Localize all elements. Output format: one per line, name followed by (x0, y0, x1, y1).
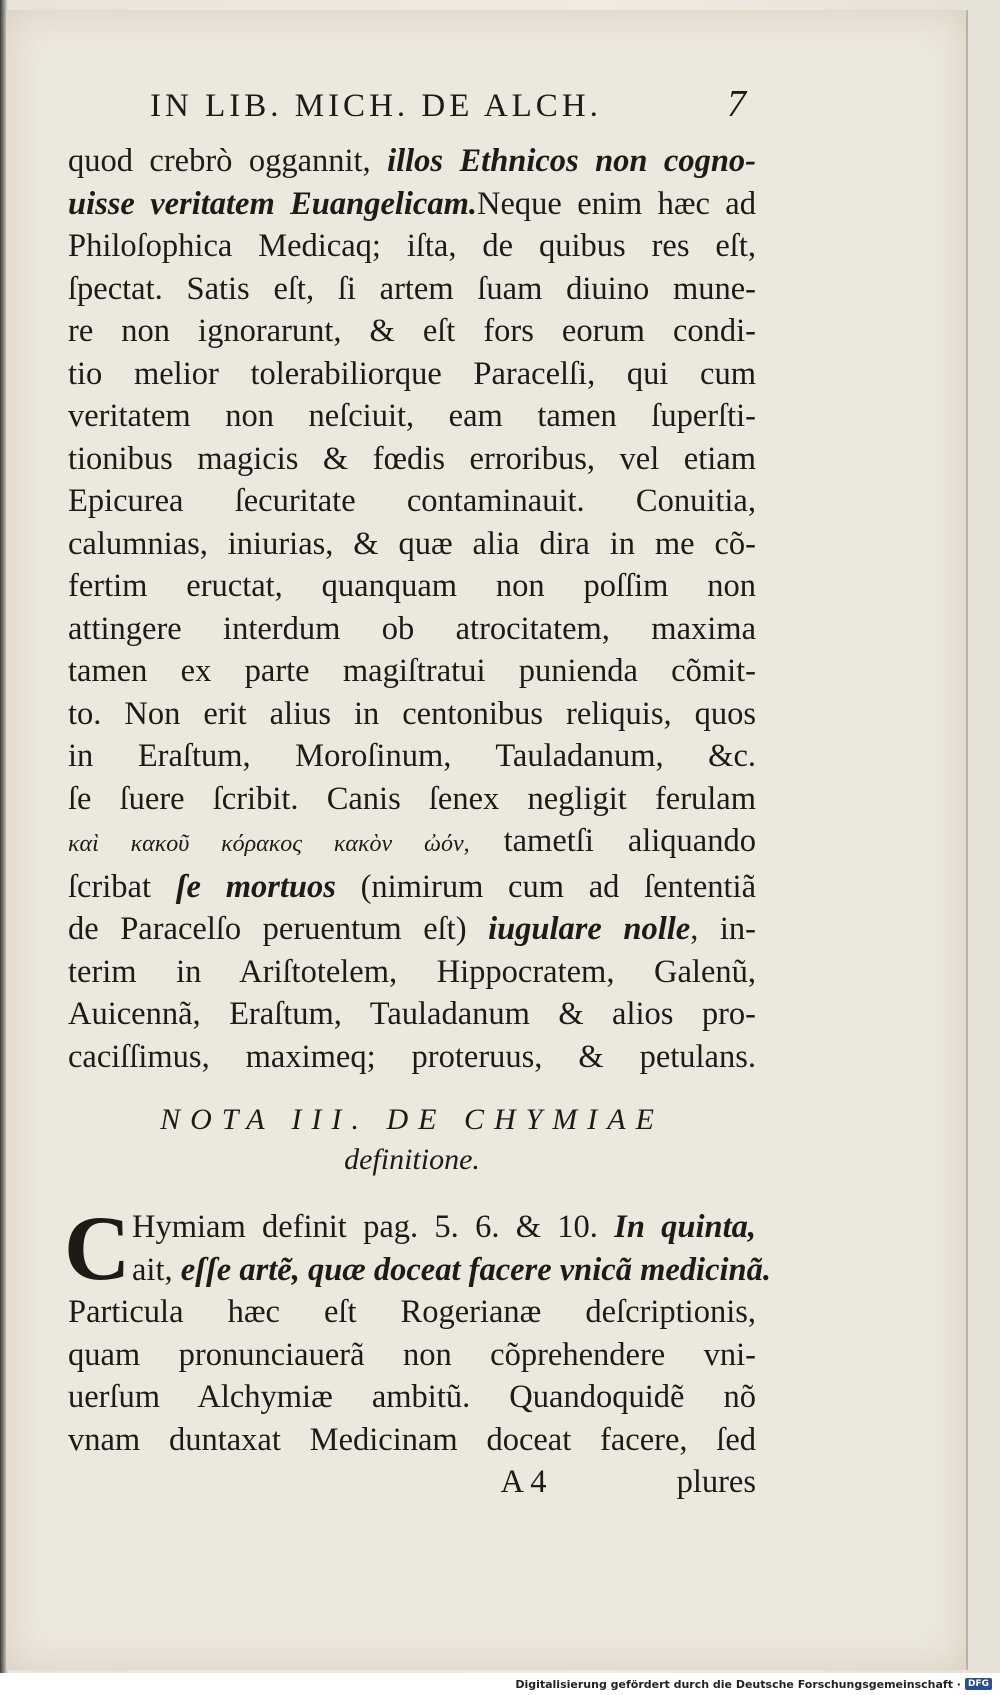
footer-bar (0, 1673, 1000, 1695)
text-segment: veritatem non neſciuit, eam tamen ſuperſti- (68, 398, 756, 434)
text-line (68, 1376, 756, 1419)
text-line (68, 951, 756, 994)
text-line (68, 735, 756, 778)
text-line (68, 523, 756, 566)
text-line (132, 1206, 756, 1249)
text-segment: tionibus magicis & fœdis erroribus, vel etiam (68, 440, 756, 477)
catchline (68, 1461, 756, 1504)
text-segment: Hymiam definit pag. 5. 6. & 10. (132, 1209, 615, 1245)
running-head-title: IN LIB. MICH. DE ALCH. (150, 88, 602, 124)
text-line (68, 820, 756, 866)
section-heading (68, 1100, 756, 1180)
text-segment: In quinta, (614, 1209, 756, 1245)
text-segment: tamen ex parte magiſtratui punienda cõmit- (68, 653, 756, 689)
paragraph-1 (68, 140, 756, 1078)
text-segment: attingere interdum ob atrocitatem, maxima (68, 610, 756, 647)
dfg-logo: DFG (965, 1678, 992, 1690)
text-segment: Neque enim hæc ad (477, 185, 756, 222)
text-segment: vnam duntaxat Medicinam doceat facere, ſed (68, 1421, 756, 1458)
text-segment: eſſe artẽ, quæ doceat facere vnicã medicinã. (180, 1251, 771, 1288)
text-segment: , in- (690, 911, 756, 947)
paragraph-2 (64, 1197, 771, 1461)
text-segment: terim in Ariſtotelem, Hippocratem, Galenũ, (68, 953, 756, 990)
heading-line-2: definitione. (344, 1143, 480, 1176)
text-line (68, 480, 756, 523)
text-line (68, 1036, 756, 1079)
text-segment: illos Ethnicos non cogno- (387, 143, 756, 179)
text-line (132, 1249, 771, 1292)
text-block (64, 82, 771, 1504)
text-segment: Philoſophica Medicaq; iſta, de quibus res eſt, (68, 228, 756, 264)
dropcap-wrap (64, 1197, 771, 1299)
text-line (68, 438, 756, 481)
text-line (68, 1334, 756, 1377)
text-line (68, 183, 756, 226)
text-line (68, 310, 756, 353)
text-line (68, 778, 756, 821)
text-segment: iugulare nolle (488, 911, 691, 947)
signature-mark: A 4 (500, 1464, 547, 1500)
text-segment: quod crebrò oggannit, (68, 143, 388, 179)
text-line (68, 268, 756, 311)
text-line (68, 608, 756, 651)
text-segment: caciſſimus, maximeq; proteruus, & petulans. (68, 1038, 756, 1075)
text-segment: fertim eructat, quanquam non poſſim non (68, 568, 756, 604)
text-line (68, 225, 756, 268)
text-segment: tio melior tolerabiliorque Paracelſi, qui cum (68, 355, 756, 392)
text-segment: ſpectat. Satis eſt, ſi artem ſuam diuino mune- (68, 270, 756, 307)
catchword: plures (676, 1464, 756, 1500)
heading-line-1: NOTA III. DE CHYMIAE (160, 1103, 664, 1136)
remaining-lines (68, 1291, 756, 1461)
text-line (68, 353, 756, 396)
text-segment: uerſum Alchymiæ ambitũ. Quandoquidẽ nõ (68, 1379, 756, 1415)
text-segment: to. Non erit alius in centonibus reliquis, quos (68, 695, 756, 732)
text-segment: ſe mortuos (175, 868, 336, 905)
text-segment: tametſi aliquando (469, 823, 756, 859)
text-segment: Epicurea ſecuritate contaminauit. Conuitia, (68, 483, 756, 519)
text-line (68, 565, 756, 608)
text-segment: ſe ſuere ſcribit. Canis ſenex negligit ferulam (68, 780, 756, 817)
text-line (68, 693, 756, 736)
text-segment: Auicennã, Eraſtum, Tauladanum & alios pro- (68, 996, 756, 1032)
text-segment: Particula hæc eſt Rogerianæ deſcriptionis, (68, 1294, 756, 1330)
text-line (68, 993, 756, 1036)
running-head (68, 82, 756, 126)
text-line (68, 908, 756, 951)
text-segment: ſcribat (68, 868, 176, 905)
text-line (68, 1291, 756, 1334)
text-line (68, 866, 756, 909)
text-segment: (nimirum cum ad ſententiã (335, 868, 756, 905)
book-page (6, 10, 968, 1670)
footer-credit: Digitalisierung gefördert durch die Deutsche Forschungsgemeinschaft · (515, 1677, 961, 1691)
text-line (68, 1419, 756, 1462)
text-segment: re non ignorarunt, & eſt fors eorum condi- (68, 313, 756, 349)
indented-lines (68, 1206, 771, 1291)
text-segment: in Eraſtum, Moroſinum, Tauladanum, &c. (68, 738, 756, 774)
text-segment: uisse veritatem Euangelicam. (68, 185, 478, 222)
text-segment: καὶ κακοῦ κόρακος κακὸν ὠόν, (68, 831, 470, 857)
text-segment: calumnias, iniurias, & quæ alia dira in me cõ- (68, 525, 756, 562)
page-number: 7 (727, 83, 750, 125)
drop-cap: C (64, 1197, 131, 1299)
text-line (68, 140, 756, 183)
text-segment: de Paracelſo peruentum eſt) (68, 911, 489, 947)
text-line (68, 395, 756, 438)
text-segment: ait, (132, 1251, 181, 1288)
text-line (68, 650, 756, 693)
text-segment: quam pronunciauerã non cõprehendere vni- (68, 1336, 756, 1373)
